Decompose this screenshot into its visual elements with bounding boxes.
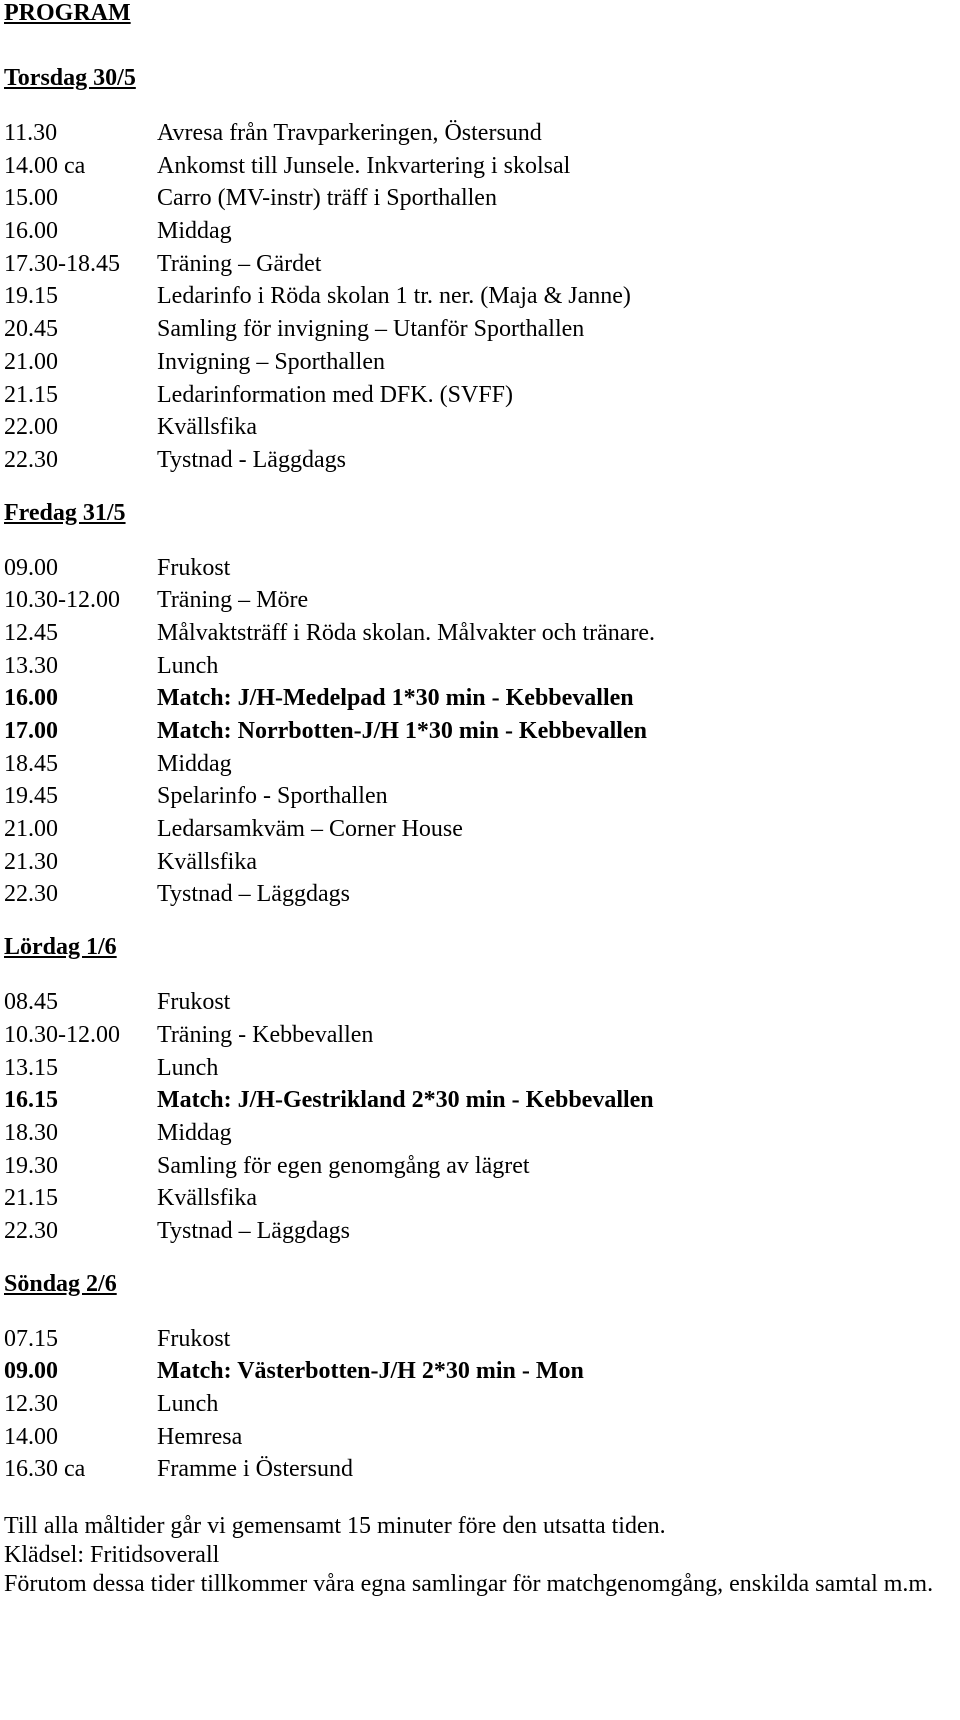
event-time: 22.30	[4, 446, 58, 473]
event-row	[4, 411, 954, 444]
event-row	[4, 248, 954, 281]
event-row	[4, 1019, 954, 1052]
event-description: Frukost	[157, 989, 231, 1016]
event-row	[4, 379, 954, 412]
event-row	[4, 280, 954, 313]
event-time: 20.45	[4, 316, 58, 343]
event-time: 21.00	[4, 348, 58, 375]
event-time: 16.00	[4, 218, 58, 245]
event-row	[4, 1182, 954, 1215]
event-time: 15.00	[4, 185, 58, 212]
event-time: 16.00	[4, 685, 58, 712]
event-row	[4, 346, 954, 379]
event-description: Match: J/H-Gestrikland 2*30 min - Kebbevallen	[157, 1087, 654, 1114]
event-description: Middag	[157, 750, 232, 777]
event-description: Spelarinfo - Sporthallen	[157, 783, 388, 810]
event-row	[4, 1421, 954, 1454]
event-description: Ankomst till Junsele. Inkvartering i skolsal	[157, 152, 571, 179]
event-description: Träning – Möre	[157, 587, 309, 614]
event-time: 18.30	[4, 1119, 58, 1146]
event-description: Kvällsfika	[157, 848, 257, 875]
event-description: Frukost	[157, 554, 231, 581]
day-heading: Lördag 1/6	[4, 934, 117, 961]
event-row	[4, 552, 954, 585]
event-description: Träning – Gärdet	[157, 250, 322, 277]
event-list	[4, 117, 954, 477]
event-row	[4, 1323, 954, 1356]
day-section	[4, 62, 954, 477]
note-line: Klädsel: Fritidsoverall	[4, 1542, 220, 1569]
event-description: Invigning – Sporthallen	[157, 348, 385, 375]
event-list	[4, 986, 954, 1248]
event-description: Match: Norrbotten-J/H 1*30 min - Kebbevallen	[157, 718, 647, 744]
event-time: 19.45	[4, 783, 58, 810]
event-description: Match: Västerbotten-J/H 2*30 min - Mon	[157, 1358, 584, 1385]
event-time: 22.30	[4, 881, 58, 908]
program-document	[4, 0, 954, 1599]
event-description: Ledarsamkväm – Corner House	[157, 816, 463, 843]
event-description: Tystnad – Läggdags	[157, 1217, 350, 1244]
event-description: Avresa från Travparkeringen, Östersund	[157, 120, 542, 146]
event-row	[4, 813, 954, 846]
event-row	[4, 715, 954, 748]
event-row	[4, 313, 954, 346]
event-description: Lunch	[157, 1391, 219, 1417]
event-description: Lunch	[157, 1054, 219, 1081]
event-description: Hemresa	[157, 1423, 243, 1450]
event-description: Match: J/H-Medelpad 1*30 min - Kebbevallen	[157, 685, 634, 712]
event-time: 21.30	[4, 848, 58, 875]
day-section	[4, 497, 954, 912]
event-time: 18.45	[4, 750, 58, 777]
event-description: Träning - Kebbevallen	[157, 1021, 374, 1048]
event-time: 22.30	[4, 1217, 58, 1244]
event-time: 09.00	[4, 1358, 58, 1385]
event-description: Målvaktsträff i Röda skolan. Målvakter och tränare.	[157, 619, 656, 646]
event-row	[4, 1117, 954, 1150]
event-row	[4, 846, 954, 879]
day-heading: Torsdag 30/5	[4, 65, 136, 91]
event-time: 17.00	[4, 718, 58, 744]
event-row	[4, 650, 954, 683]
event-row	[4, 117, 954, 150]
event-description: Carro (MV-instr) träff i Sporthallen	[157, 185, 497, 212]
event-description: Kvällsfika	[157, 414, 257, 441]
event-description: Ledarinfo i Röda skolan 1 tr. ner. (Maja & Janne)	[157, 283, 631, 310]
event-row	[4, 150, 954, 183]
event-row	[4, 780, 954, 813]
event-row	[4, 986, 954, 1019]
event-time: 08.45	[4, 989, 58, 1016]
event-description: Ledarinformation med DFK. (SVFF)	[157, 381, 513, 408]
event-description: Middag	[157, 218, 232, 245]
event-time: 21.15	[4, 381, 58, 408]
page-title: PROGRAM	[4, 0, 131, 26]
event-time: 10.30-12.00	[4, 587, 120, 614]
note-line: Förutom dessa tider tillkommer våra egna samlingar för matchgenomgång, enskilda samtal m.m.	[4, 1571, 934, 1598]
event-row	[4, 584, 954, 617]
day-section	[4, 931, 954, 1248]
event-time: 07.15	[4, 1325, 58, 1352]
event-description: Middag	[157, 1119, 232, 1146]
day-heading: Söndag 2/6	[4, 1270, 117, 1297]
event-time: 11.30	[4, 120, 58, 146]
event-time: 16.30 ca	[4, 1456, 86, 1483]
event-time: 21.00	[4, 816, 58, 843]
event-time: 14.00 ca	[4, 152, 86, 179]
event-row	[4, 182, 954, 215]
event-row	[4, 215, 954, 248]
event-row	[4, 1453, 954, 1486]
event-description: Tystnad – Läggdags	[157, 881, 350, 908]
event-row	[4, 1150, 954, 1183]
event-time: 14.00	[4, 1423, 58, 1450]
event-description: Samling för invigning – Utanför Sporthallen	[157, 316, 585, 343]
event-description: Tystnad - Läggdags	[157, 446, 346, 473]
event-row	[4, 1052, 954, 1085]
event-description: Lunch	[157, 652, 219, 679]
event-row	[4, 748, 954, 781]
event-list	[4, 1323, 954, 1486]
event-row	[4, 1355, 954, 1388]
day-section	[4, 1268, 954, 1486]
event-time: 22.00	[4, 414, 58, 441]
event-description: Kvällsfika	[157, 1185, 257, 1212]
note-line: Till alla måltider går vi gemensamt 15 minuter före den utsatta tiden.	[4, 1513, 666, 1540]
event-row	[4, 1388, 954, 1421]
day-heading: Fredag 31/5	[4, 499, 126, 526]
event-time: 12.45	[4, 619, 58, 646]
event-time: 19.15	[4, 283, 58, 310]
event-list	[4, 552, 954, 912]
event-time: 09.00	[4, 554, 58, 581]
event-description: Frukost	[157, 1325, 231, 1352]
event-time: 16.15	[4, 1087, 58, 1114]
event-time: 10.30-12.00	[4, 1021, 120, 1048]
event-description: Samling för egen genomgång av lägret	[157, 1152, 530, 1179]
event-description: Framme i Östersund	[157, 1456, 353, 1483]
event-time: 19.30	[4, 1152, 58, 1179]
event-row	[4, 878, 954, 911]
event-time: 13.30	[4, 652, 58, 679]
event-time: 13.15	[4, 1054, 58, 1081]
schedule	[4, 62, 954, 1486]
event-row	[4, 1215, 954, 1248]
event-row	[4, 617, 954, 650]
event-row	[4, 1084, 954, 1117]
notes	[4, 1512, 954, 1599]
event-time: 21.15	[4, 1185, 58, 1212]
event-row	[4, 682, 954, 715]
event-time: 12.30	[4, 1391, 58, 1417]
event-row	[4, 444, 954, 477]
event-time: 17.30-18.45	[4, 250, 120, 277]
